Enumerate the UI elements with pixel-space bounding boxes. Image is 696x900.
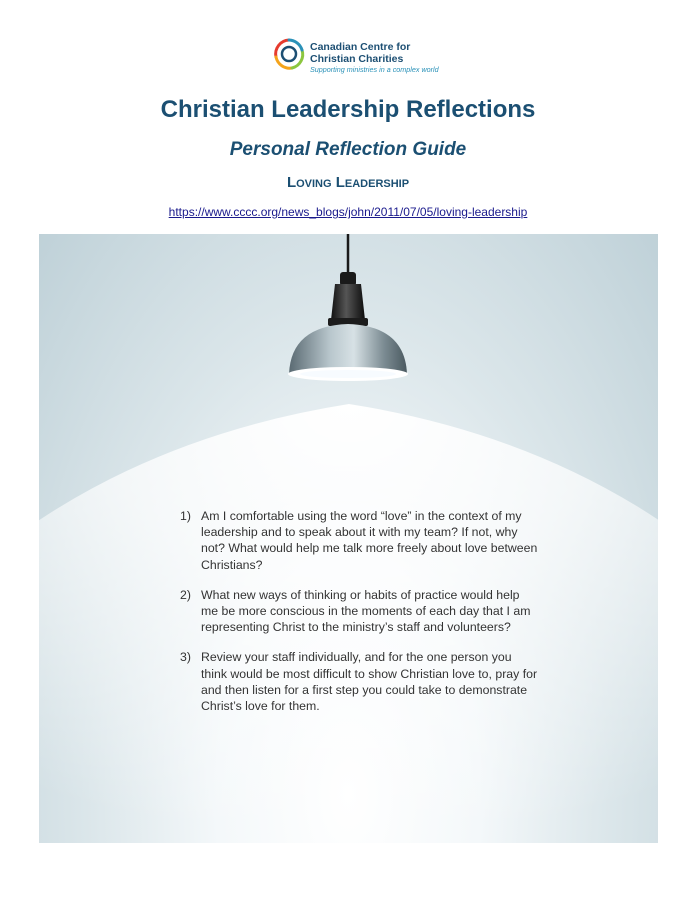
question-number: 3) bbox=[180, 650, 191, 665]
logo-name-line1: Canadian Centre for bbox=[310, 41, 411, 53]
reflection-questions bbox=[180, 508, 540, 728]
source-link[interactable]: https://www.cccc.org/news_blogs/john/2011/07/05/loving-leadership bbox=[168, 205, 528, 219]
cccc-logo bbox=[272, 37, 462, 81]
question-number: 2) bbox=[180, 587, 191, 602]
question-text: Review your staff individually, and for the one person you think would be most difficult to show Christian love to, pray for and then listen for a first step you could take to demonstrate Christ’s love for them. bbox=[201, 650, 538, 714]
page-subtitle: Personal Reflection Guide bbox=[229, 139, 467, 160]
question-item bbox=[180, 587, 540, 636]
section-title: Loving Leadership bbox=[286, 174, 410, 191]
question-number: 1) bbox=[180, 509, 191, 523]
cccc-logo-mark-icon bbox=[272, 37, 306, 71]
question-item bbox=[180, 508, 540, 573]
question-text: Am I comfortable using the word “love” in the context of my leadership and to speak about it with my team? If not, why not? What would help me talk more freely about love between Christians? bbox=[201, 509, 538, 572]
logo-name-line2: Christian Charities bbox=[310, 52, 404, 65]
page-title: Christian Leadership Reflections bbox=[160, 96, 536, 123]
logo-tagline: Supporting ministries in a complex world bbox=[310, 65, 439, 74]
question-item bbox=[180, 649, 540, 714]
question-text: What new ways of thinking or habits of practice would help me be more conscious in the moments of each day that I am representing Christ to the ministry’s staff and volunteers? bbox=[201, 587, 531, 635]
